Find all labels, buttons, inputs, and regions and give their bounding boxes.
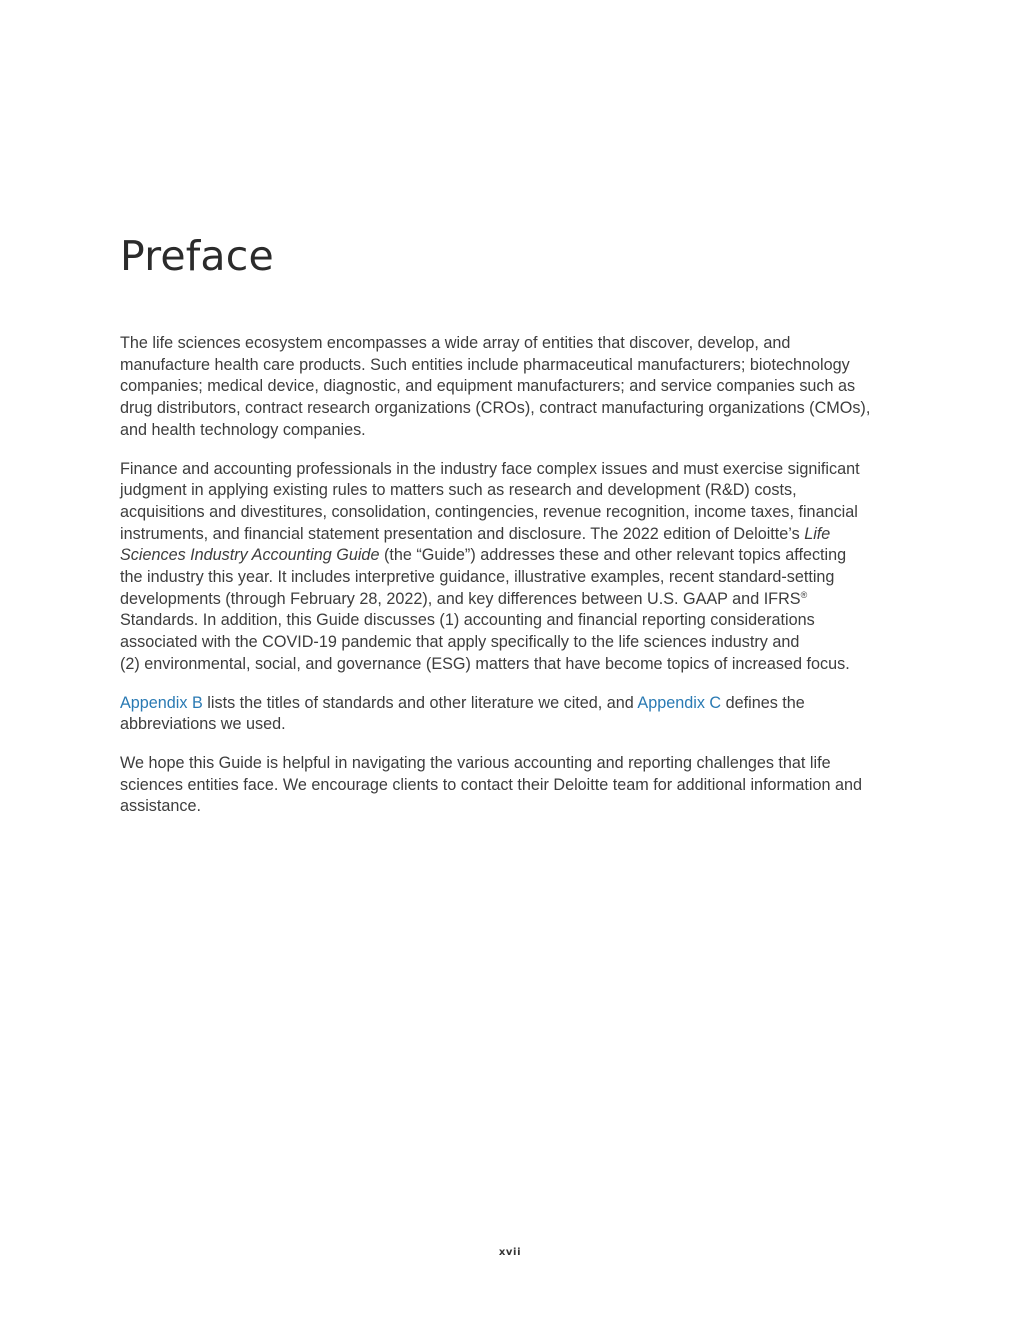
- appendix-paragraph: [120, 693, 902, 736]
- text-line: abbreviations we used.: [120, 715, 286, 734]
- text-line: The life sciences ecosystem encompasses a wide array of entities that discover, develop, and: [120, 334, 791, 352]
- page-content: [120, 228, 902, 835]
- text-line: manufacture health care products. Such entities include pharmaceutical manufacturers; biotechnology: [120, 355, 850, 374]
- text-line: sciences entities face. We encourage clients to contact their Deloitte team for additional information and: [120, 775, 863, 794]
- text-line: We hope this Guide is helpful in navigating the various accounting and reporting challenges that life: [120, 753, 831, 772]
- guide-description-paragraph: [120, 459, 902, 676]
- appendix-c-link[interactable]: Appendix C: [637, 693, 722, 712]
- text-line: acquisitions and divestitures, consolidation, contingencies, revenue recognition, income taxes, financial: [120, 502, 858, 521]
- text-segment: developments (through February 28, 2022), and key differences between U.S. GAAP and IFRS: [120, 589, 801, 608]
- text-line: Finance and accounting professionals in the industry face complex issues and must exercise significant: [120, 459, 860, 478]
- guide-title-italic: Life: [804, 524, 831, 543]
- text-line: drug distributors, contract research organizations (CROs), contract manufacturing organizations (CMOs),: [120, 399, 871, 418]
- text-segment: instruments, and financial statement presentation and disclosure. The 2022 edition of Deloitte’s: [120, 524, 805, 543]
- text-line: and health technology companies.: [120, 420, 366, 439]
- text-line: Standards. In addition, this Guide discusses (1) accounting and financial reporting considerations: [120, 611, 815, 630]
- text-segment: (the “Guide”) addresses these and other relevant topics affecting: [379, 546, 847, 565]
- page-number: xvii: [498, 1247, 522, 1258]
- registered-mark: ®: [800, 589, 808, 600]
- appendix-b-link[interactable]: Appendix B: [120, 693, 203, 712]
- guide-title-italic: Sciences Industry Accounting Guide: [120, 546, 380, 565]
- closing-paragraph: [120, 753, 902, 818]
- text-line: judgment in applying existing rules to matters such as research and development (R&D) costs,: [120, 481, 797, 500]
- text-line: (2) environmental, social, and governance (ESG) matters that have become topics of increased focus.: [120, 654, 850, 673]
- text-line: [120, 524, 902, 546]
- text-segment: lists the titles of standards and other literature we cited, and: [202, 693, 638, 712]
- text-line: [120, 589, 902, 611]
- text-line: [120, 693, 902, 715]
- text-segment: defines the: [721, 693, 805, 712]
- text-line: [120, 545, 902, 567]
- text-line: assistance.: [120, 797, 201, 816]
- text-line: associated with the COVID-19 pandemic that apply specifically to the life sciences industry and: [120, 633, 800, 652]
- text-line: the industry this year. It includes interpretive guidance, illustrative examples, recent standard-setting: [120, 568, 835, 587]
- page-title: Preface: [120, 232, 274, 280]
- text-line: companies; medical device, diagnostic, and equipment manufacturers; and service companies such as: [120, 377, 856, 396]
- intro-paragraph: [120, 333, 902, 442]
